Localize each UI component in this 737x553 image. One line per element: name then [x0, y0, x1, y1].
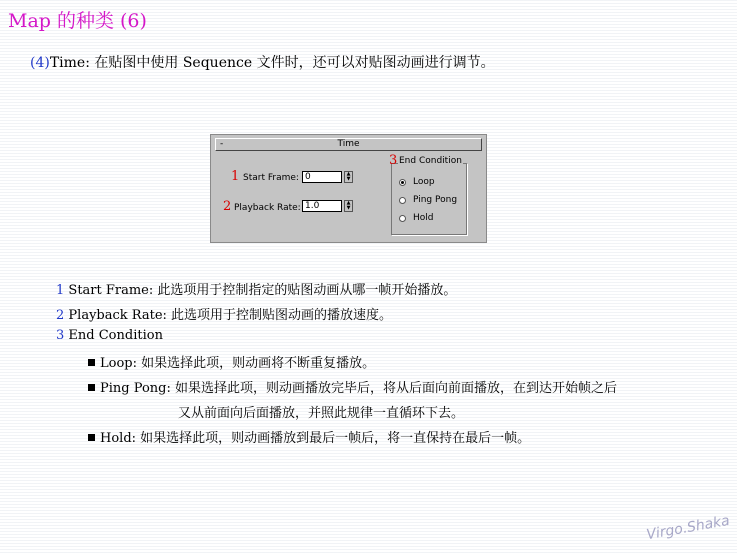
slide-title: Map 的种类 (6): [8, 10, 147, 32]
explanation-2: [56, 304, 392, 323]
start-frame-label: Start Frame:: [243, 173, 299, 183]
intro-line: [30, 52, 495, 72]
ping-pong-radio[interactable]: [399, 197, 406, 204]
intro-text: Time: 在贴图中使用 Sequence 文件时，还可以对贴图动画进行调节。: [49, 55, 495, 71]
sub-item-loop: [88, 352, 375, 371]
bullet-icon: [88, 434, 95, 441]
explanation-number: 1: [56, 283, 65, 298]
playback-rate-spinner[interactable]: ▲ ▼: [344, 200, 353, 212]
bullet-icon: [88, 359, 95, 366]
marker-1: 1: [231, 169, 240, 184]
sub-item-text: Ping Pong: 如果选择此项，则动画播放完毕后，将从后面向前面播放，在到达开始帧之后: [100, 381, 617, 396]
author-signature: Virgo.Shaka: [645, 512, 731, 544]
sub-item-hold: [88, 427, 530, 446]
sub-item-text: Loop: 如果选择此项，则动画将不断重复播放。: [100, 356, 376, 371]
start-frame-spinner[interactable]: ▲ ▼: [344, 171, 353, 183]
explanation-number: 3: [56, 328, 65, 343]
start-frame-field[interactable]: 0: [302, 171, 342, 183]
sub-item-text: Hold: 如果选择此项，则动画播放到最后一帧后，将一直保持在最后一帧。: [100, 431, 531, 446]
intro-number: (4): [30, 55, 50, 71]
explanation-number: 2: [56, 308, 65, 323]
rollout-title: Time: [337, 139, 360, 149]
hold-radio[interactable]: [399, 215, 406, 222]
explanation-text: Start Frame: 此选项用于控制指定的贴图动画从哪一帧开始播放。: [68, 283, 457, 298]
end-condition-label: End Condition: [399, 156, 462, 166]
ping-pong-option-label[interactable]: Ping Pong: [413, 195, 458, 205]
marker-3: 3: [389, 153, 398, 168]
sub-item-ping-pong-continuation: 又从前面向后面播放，并照此规律一直循环下去。: [178, 406, 465, 421]
explanation-1: [56, 279, 456, 298]
explanation-text: Playback Rate: 此选项用于控制贴图动画的播放速度。: [68, 308, 393, 323]
sub-item-ping-pong: [88, 377, 617, 396]
time-rollout-panel: [210, 134, 487, 243]
playback-rate-field[interactable]: 1.0: [302, 200, 342, 212]
bullet-icon: [88, 384, 95, 391]
rollout-title-bar[interactable]: [215, 138, 482, 151]
explanation-text: End Condition: [68, 328, 163, 343]
marker-2: 2: [223, 199, 232, 214]
loop-option-label[interactable]: Loop: [413, 177, 435, 187]
playback-rate-label: Playback Rate:: [234, 203, 301, 213]
explanation-3: [56, 328, 163, 343]
loop-radio[interactable]: [399, 179, 406, 186]
collapse-icon[interactable]: -: [220, 139, 224, 149]
hold-option-label[interactable]: Hold: [413, 213, 434, 223]
